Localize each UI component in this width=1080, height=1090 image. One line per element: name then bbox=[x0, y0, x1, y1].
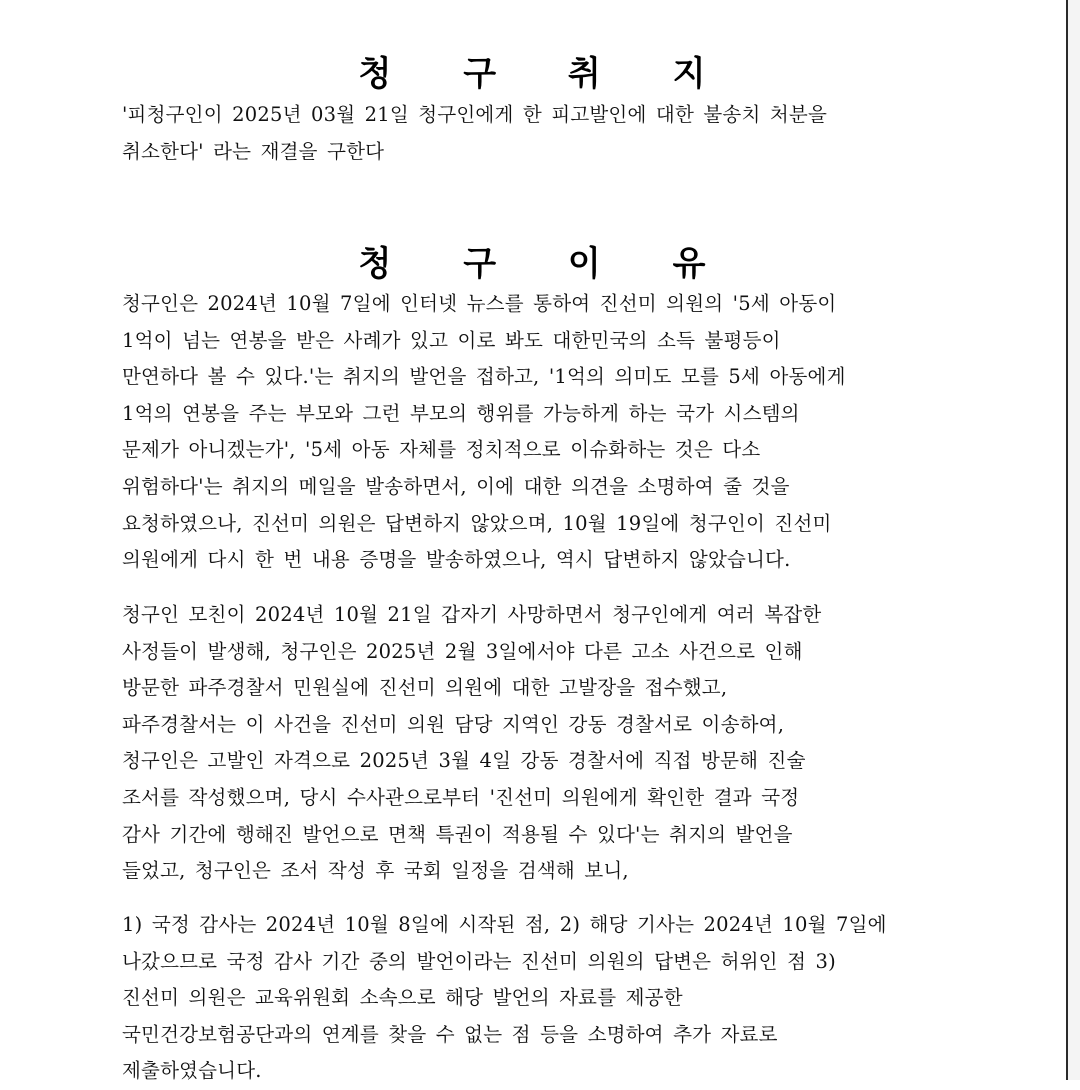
reason-paragraph-1 bbox=[122, 286, 1022, 579]
paragraph-line: 조서를 작성했으며, 당시 수사관으로부터 '진선미 의원에게 확인한 결과 국정 bbox=[122, 785, 800, 809]
paragraph-line: 제출하였습니다. bbox=[122, 1059, 262, 1083]
heading-reasons: 청 구 이 유 bbox=[358, 244, 736, 284]
paragraph-line: 감사 기간에 행해진 발언으로 면책 특권이 적용될 수 있다'는 취지의 발언을 bbox=[122, 822, 793, 846]
purpose-text bbox=[122, 97, 1022, 170]
paragraph-line: 문제가 아니겠는가', '5세 아동 자체를 정치적으로 이슈화하는 것은 다소 bbox=[122, 438, 761, 462]
paragraph-line: 청구인 모친이 2024년 10월 21일 갑자기 사망하면서 청구인에게 여러 복잡한 bbox=[122, 603, 822, 626]
page-edge-divider bbox=[1066, 0, 1080, 1080]
paragraph-line: 의원에게 다시 한 번 내용 증명을 발송하였으나, 역시 답변하지 않았습니다. bbox=[122, 548, 791, 572]
reason-paragraph-2 bbox=[122, 597, 1022, 890]
paragraph-line: 위험하다'는 취지의 메일을 발송하면서, 이에 대한 의견을 소명하여 줄 것을 bbox=[122, 474, 790, 498]
paragraph-line: 사정들이 발생해, 청구인은 2025년 2월 3일에서야 다른 고소 사건으로 인해 bbox=[122, 639, 803, 663]
paragraph-line: 1억이 넘는 연봉을 받은 사례가 있고 이로 봐도 대한민국의 소득 불평등이 bbox=[122, 328, 781, 352]
paragraph-line: 방문한 파주경찰서 민원실에 진선미 의원에 대한 고발장을 접수했고, bbox=[122, 676, 728, 700]
paragraph-line: 만연하다 볼 수 있다.'는 취지의 발언을 접하고, '1억의 의미도 모를 5세 아동에게 bbox=[122, 365, 846, 389]
reason-paragraph-3 bbox=[122, 907, 1022, 1090]
purpose-line: '피청구인이 2025년 03월 21일 청구인에게 한 피고발인에 대한 불송치 처분을 bbox=[122, 103, 827, 126]
paragraph-line: 국민건강보험공단과의 연계를 찾을 수 없는 점 등을 소명하여 추가 자료로 bbox=[122, 1022, 778, 1046]
heading-purpose: 청 구 취 지 bbox=[358, 54, 736, 94]
paragraph-line: 들었고, 청구인은 조서 작성 후 국회 일정을 검색해 보니, bbox=[122, 859, 629, 883]
paragraph-line: 요청하였으나, 진선미 의원은 답변하지 않았으며, 10월 19일에 청구인이 진선미 bbox=[122, 511, 832, 535]
paragraph-line: 청구인은 고발인 자격으로 2025년 3월 4일 강동 경찰서에 직접 방문해 진술 bbox=[122, 749, 806, 773]
paragraph-line: 1) 국정 감사는 2024년 10월 8일에 시작된 점, 2) 해당 기사는 2024년 10월 7일에 bbox=[122, 913, 887, 936]
paragraph-line: 나갔으므로 국정 감사 기간 중의 발언이라는 진선미 의원의 답변은 허위인 점 3) bbox=[122, 949, 836, 973]
paragraph-line: 파주경찰서는 이 사건을 진선미 의원 담당 지역인 강동 경찰서로 이송하여, bbox=[122, 712, 785, 736]
paragraph-line: 진선미 의원은 교육위원회 소속으로 해당 발언의 자료를 제공한 bbox=[122, 986, 683, 1010]
purpose-line: 취소한다' 라는 재결을 구한다 bbox=[122, 139, 385, 163]
paragraph-line: 청구인은 2024년 10월 7일에 인터넷 뉴스를 통하여 진선미 의원의 '5세 아동이 bbox=[122, 292, 837, 315]
paragraph-line: 1억의 연봉을 주는 부모와 그런 부모의 행위를 가능하게 하는 국가 시스템의 bbox=[122, 401, 800, 425]
